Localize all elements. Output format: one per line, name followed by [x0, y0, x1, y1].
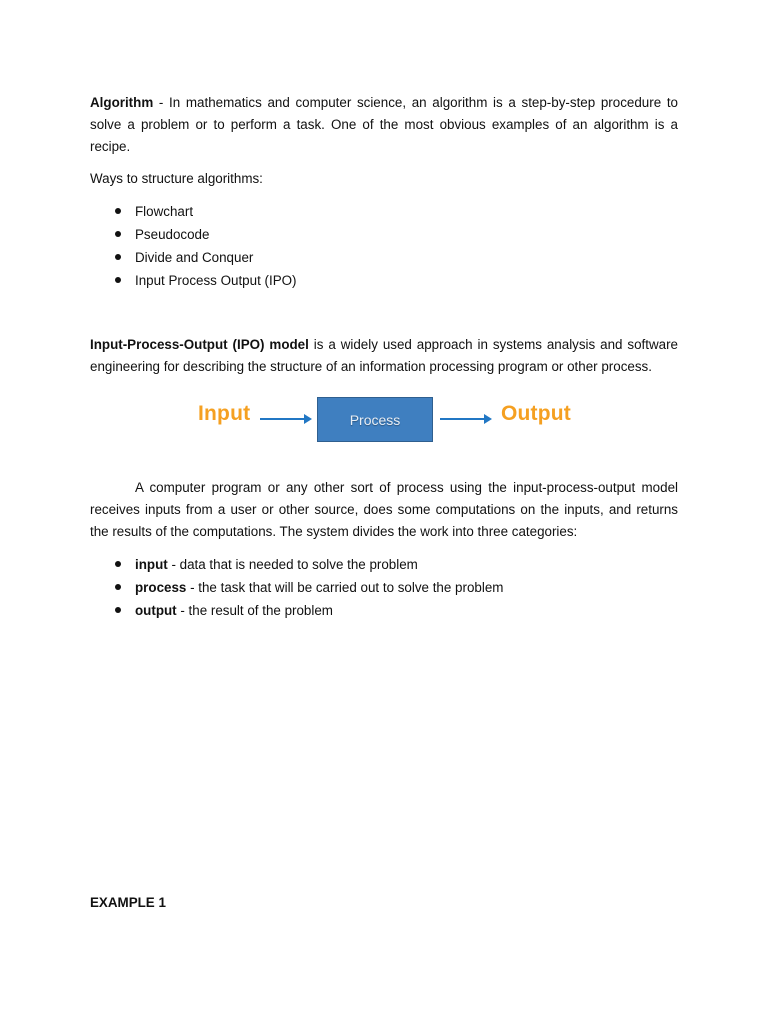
ways-list	[90, 200, 678, 292]
example-heading: EXAMPLE 1	[90, 895, 166, 910]
list-item: Flowchart	[90, 200, 678, 223]
arrow-right-icon	[260, 418, 310, 420]
list-item	[90, 599, 678, 622]
algorithm-definition	[90, 92, 678, 158]
category-text: - the result of the problem	[176, 603, 333, 618]
list-item: Input Process Output (IPO)	[90, 269, 678, 292]
list-item: Divide and Conquer	[90, 246, 678, 269]
diagram-input-label: Input	[198, 402, 251, 425]
list-item	[90, 553, 678, 576]
algorithm-term: Algorithm	[90, 95, 154, 110]
category-term: process	[135, 580, 187, 595]
categories-list	[90, 553, 678, 622]
category-text: - data that is needed to solve the problem	[167, 557, 418, 572]
diagram-process-box: Process	[317, 397, 433, 442]
category-term: input	[135, 557, 168, 572]
algorithm-text: - In mathematics and computer science, an algorithm is a step-by-step procedure to solve a problem or to perform a task. One of the most obvious examples of an algorithm is a recipe.	[90, 95, 678, 154]
category-term: output	[135, 603, 177, 618]
arrow-right-icon	[440, 418, 490, 420]
ways-heading: Ways to structure algorithms:	[90, 171, 263, 186]
ipo-definition	[90, 334, 678, 378]
ipo-diagram	[90, 397, 678, 463]
document-body	[90, 92, 678, 622]
list-item	[90, 576, 678, 599]
ipo-explanation: A computer program or any other sort of process using the input-process-output model receives inputs from a user or other source, does some computations on the inputs, and returns the results of the computations. The system divides the work into three categories:	[90, 480, 678, 539]
list-item: Pseudocode	[90, 223, 678, 246]
ipo-term: Input-Process-Output (IPO) model	[90, 337, 309, 352]
ipo-text: is a widely used approach in systems analysis and software engineering for describing the structure of an information processing program or other process.	[90, 337, 678, 374]
diagram-output-label: Output	[501, 402, 572, 425]
category-text: - the task that will be carried out to solve the problem	[186, 580, 504, 595]
